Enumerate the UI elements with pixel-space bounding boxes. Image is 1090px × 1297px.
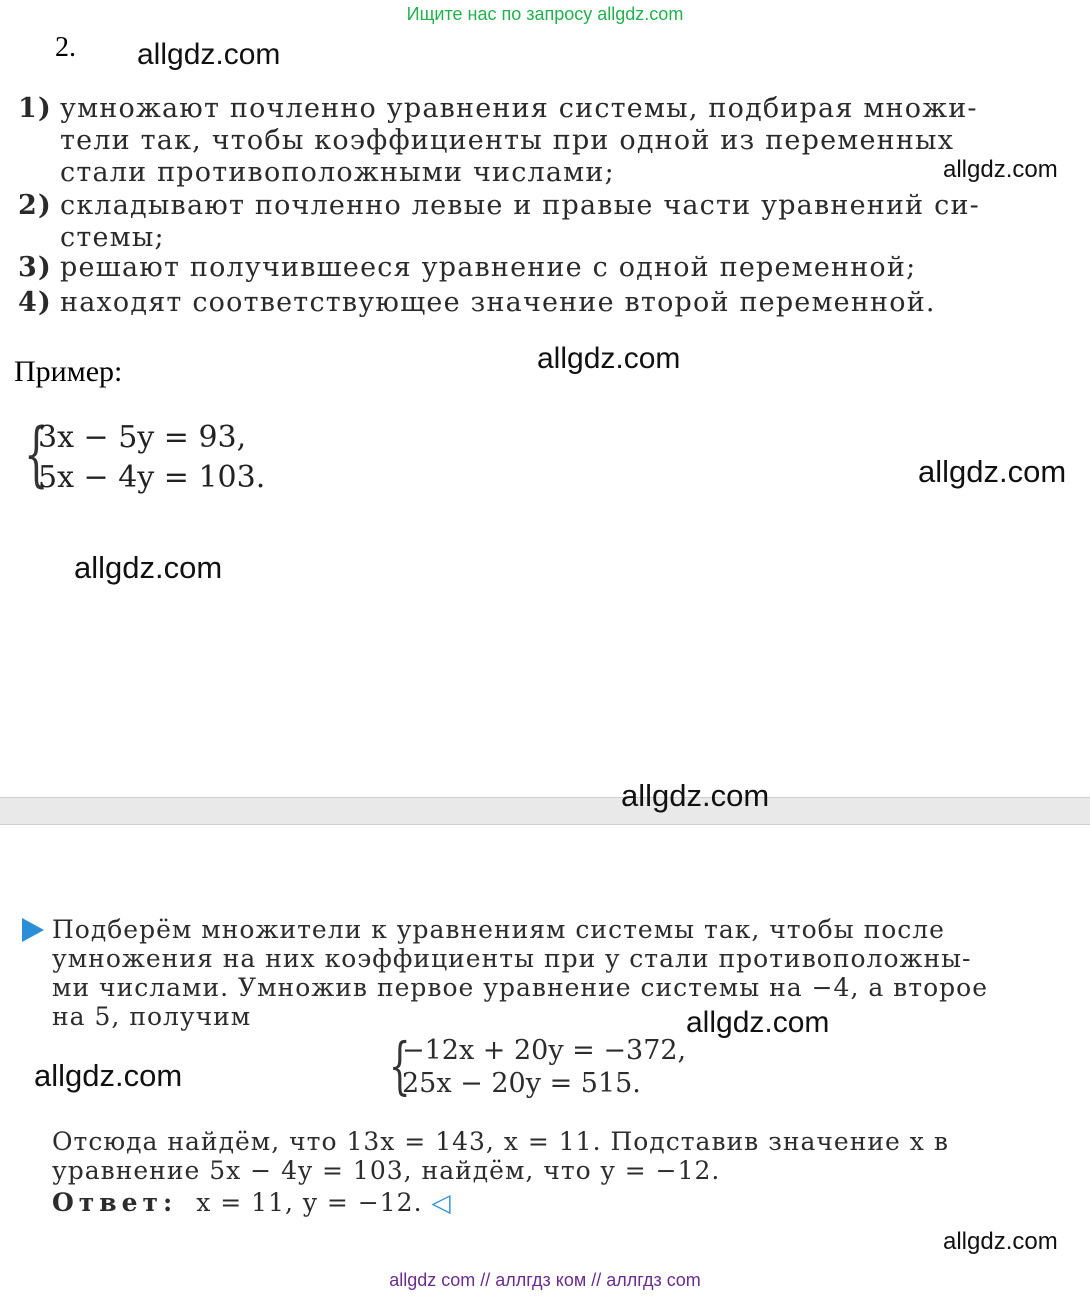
play-arrow-icon bbox=[22, 918, 44, 942]
watermark: allgdz.com bbox=[943, 156, 1058, 183]
watermark: allgdz.com bbox=[621, 778, 770, 813]
example-label: Пример: bbox=[14, 355, 123, 388]
rule-number: 2) bbox=[18, 190, 52, 221]
task-number: 2. bbox=[55, 32, 76, 63]
equation: −12x + 20y = −372, bbox=[402, 1035, 687, 1066]
rule-line: стали противоположными числами; bbox=[60, 157, 615, 188]
rule-line: стемы; bbox=[60, 222, 165, 253]
answer-line bbox=[52, 1188, 1014, 1217]
footer: allgdz com // аллгдз ком // аллгдз com bbox=[389, 1270, 701, 1290]
watermark: allgdz.com bbox=[74, 550, 223, 585]
watermark: allgdz.com bbox=[918, 454, 1067, 489]
rule-2 bbox=[18, 190, 1048, 254]
rule-number: 1) bbox=[18, 93, 52, 124]
rule-3 bbox=[18, 252, 1048, 284]
solution-intro bbox=[52, 915, 1014, 1031]
brace-icon: { bbox=[388, 1029, 411, 1102]
page-divider bbox=[0, 797, 1090, 825]
watermark: allgdz.com bbox=[137, 38, 281, 71]
watermark: allgdz.com bbox=[686, 1006, 830, 1039]
solution-line: уравнение 5x − 4y = 103, найдём, что y = −12. bbox=[52, 1156, 721, 1185]
rule-line: решают получившееся уравнение с одной переменной; bbox=[60, 252, 917, 283]
solution-line: Подберём множители к уравнениям системы так, чтобы после bbox=[52, 915, 945, 944]
example-system bbox=[38, 418, 265, 498]
watermark: allgdz.com bbox=[943, 1228, 1058, 1255]
brace-icon: { bbox=[24, 413, 49, 495]
answer-value: x = 11, y = −12. bbox=[196, 1188, 423, 1217]
solution-conclusion bbox=[52, 1127, 1014, 1217]
rule-line: находят соответствующее значение второй переменной. bbox=[60, 287, 936, 318]
equation: 25x − 20y = 515. bbox=[402, 1068, 641, 1099]
equation: 3x − 5y = 93, bbox=[38, 420, 247, 455]
rule-line: складывают почленно левые и правые части уравнений си- bbox=[60, 190, 980, 221]
solution-line: умножения на них коэффициенты при y стали противоположны- bbox=[52, 944, 972, 973]
rule-number: 4) bbox=[18, 287, 52, 318]
solution-line: Отсюда найдём, что 13x = 143, x = 11. Подставив значение x в bbox=[52, 1127, 949, 1156]
watermark: allgdz.com bbox=[537, 342, 681, 375]
solution-system bbox=[402, 1034, 686, 1100]
end-triangle-icon: ◁ bbox=[431, 1188, 452, 1217]
rule-4 bbox=[18, 287, 1048, 319]
watermark: allgdz.com bbox=[34, 1058, 183, 1093]
top-banner: Ищите нас по запросу allgdz.com bbox=[406, 4, 684, 24]
solution-line: ми числами. Умножив первое уравнение системы на −4, а второе bbox=[52, 973, 988, 1002]
rule-1 bbox=[18, 93, 1048, 189]
rule-line: тели так, чтобы коэффициенты при одной из переменных bbox=[60, 125, 955, 156]
rule-number: 3) bbox=[18, 252, 52, 283]
answer-label: Ответ: bbox=[52, 1188, 178, 1217]
rule-line: умножают почленно уравнения системы, подбирая множи- bbox=[60, 93, 978, 124]
equation: 5x − 4y = 103. bbox=[38, 460, 266, 495]
solution-line: на 5, получим bbox=[52, 1002, 252, 1031]
